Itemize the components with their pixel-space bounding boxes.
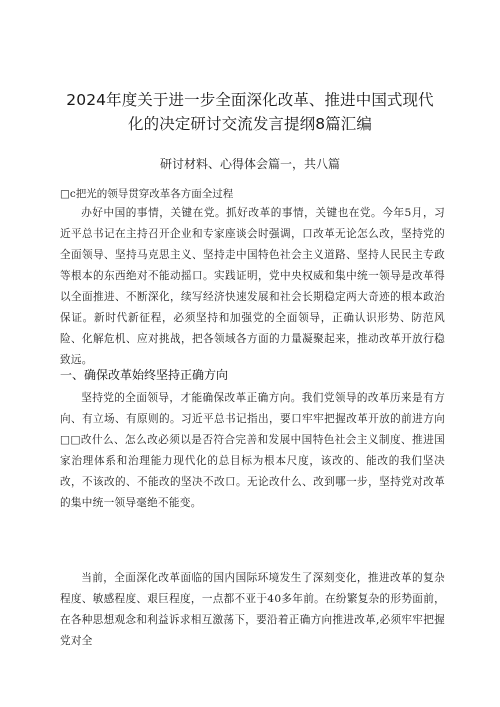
- lead-heading: □c把光的领导贯穿改革各方面全过程: [60, 188, 234, 200]
- document-title-line-1: 2024年度关于进一步全面深化改革、推进中国式现代: [66, 91, 434, 109]
- document-title-line-2: 化的决定研讨交流发言提纲8篇汇编: [128, 115, 372, 133]
- section-1-paragraph-2: 当前，全面深化改革面临的国内国际环境发生了深刻变化，推进改革的复杂程度、敏感程度、艰巨程度，一点都不亚于40多年前。在纷繁复杂的形势面前，在各种思想观念和利益诉求相互激荡下，要沿着正确方向推进改革,必须牢牢把握党对全: [60, 572, 445, 647]
- section-heading-1: 一、确保改革始终坚持正确方向: [60, 368, 229, 382]
- intro-paragraph: 办好中国的事情，关键在党。抓好改革的事情，关键也在党。今年5月，习近平总书记在主持召开企业和专家座谈会时强调，口改革无论怎么改，坚持党的全面领导、坚持马克思主义、坚持走中国特色社会主义道路、坚持人民民主专政等根本的东西绝对不能动摇口。实践证明，党中央权威和集中统一领导是改革得以全面推进、不断深化，续写经济快速发展和社会长期稳定两大奇迹的根本政治保证。新时代新征程，必须坚持和加强党的全面领导，正确认识形势、防范风险、化解危机、应对挑战，把各领域各方面的力量凝聚起来，推动改革开放行稳致远。: [60, 207, 445, 366]
- document-title: [40, 88, 460, 136]
- section-1-paragraph-1: 坚持党的全面领导，才能确保改革正确方向。我们党领导的改革历来是有方向、有立场、有原则的。习近平总书记指出，要口牢牢把握改革开放的前进方向□□改什么、怎么改必须以是否符合完善和发展中国特色社会主义制度、推进国家治理体系和治理能力现代化的总目标为根本尺度，该改的、能改的我们坚决改，不该改的、不能改的坚决不改口。无论改什么、改到哪一步，坚持党对改革的集中统一领导毫绝不能变。: [60, 392, 445, 509]
- document-subtitle: 研讨材料、心得体会篇一，共八篇: [159, 157, 340, 171]
